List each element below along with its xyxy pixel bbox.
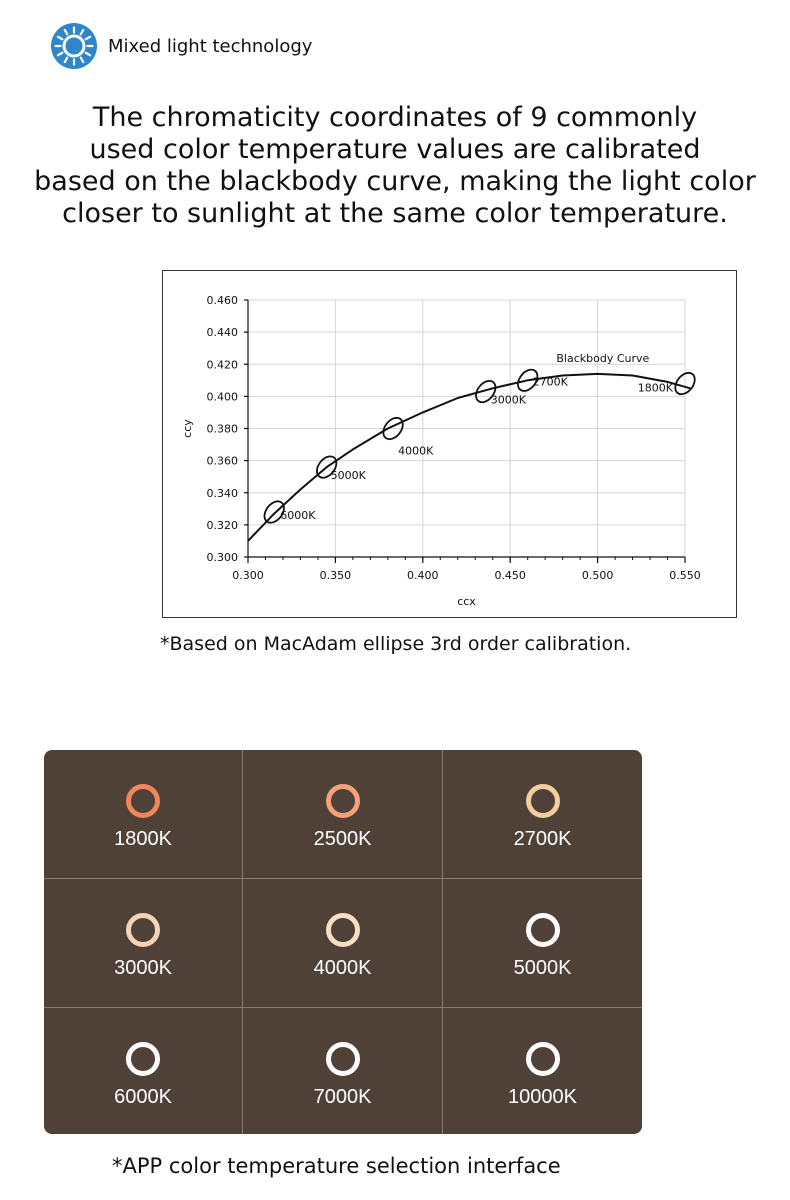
chromaticity-chart xyxy=(162,270,737,618)
x-tick-label: 0.550 xyxy=(669,569,701,582)
section-title: Mixed light technology xyxy=(108,35,313,57)
sun-ring-icon xyxy=(50,22,98,70)
color-ring-icon xyxy=(526,913,560,947)
section-header xyxy=(50,20,312,72)
headline-line: used color temperature values are calibrated xyxy=(89,134,701,165)
x-tick-label: 0.500 xyxy=(581,569,614,582)
color-temperature-grid xyxy=(44,750,642,1134)
color-temp-option-6000k[interactable] xyxy=(44,1008,243,1134)
ellipse-label: 2700K xyxy=(532,375,568,389)
color-temp-label: 6000K xyxy=(114,1086,172,1108)
color-temp-label: 1800K xyxy=(114,828,172,850)
color-temp-label: 4000K xyxy=(313,957,372,979)
color-ring-icon xyxy=(126,913,160,947)
y-tick-label: 0.300 xyxy=(206,551,238,564)
y-tick-label: 0.440 xyxy=(206,326,238,340)
color-temp-option-10000k[interactable] xyxy=(443,1008,642,1134)
y-tick-label: 0.400 xyxy=(206,390,238,404)
ellipse-label: 1800K xyxy=(637,381,673,395)
ellipse-label: 6000K xyxy=(280,509,316,523)
chart-svg xyxy=(163,271,736,617)
y-tick-label: 0.420 xyxy=(206,358,238,372)
headline-line: The chromaticity coordinates of 9 commonly xyxy=(92,102,698,133)
headline-line: based on the blackbody curve, making the light color xyxy=(34,166,756,197)
color-temp-option-2500k[interactable] xyxy=(243,750,443,879)
color-temp-option-4000k[interactable] xyxy=(243,879,443,1008)
ellipse-label: 5000K xyxy=(330,469,366,483)
x-tick-label: 0.350 xyxy=(319,569,352,582)
color-temp-option-3000k[interactable] xyxy=(44,879,243,1008)
color-temp-label: 2700K xyxy=(513,828,572,850)
x-tick-label: 0.450 xyxy=(494,569,526,582)
color-temp-option-5000k[interactable] xyxy=(443,879,642,1008)
chart-footnote: *Based on MacAdam ellipse 3rd order calibration. xyxy=(160,633,632,655)
headline-line: closer to sunlight at the same color temperature. xyxy=(62,198,728,229)
x-axis-label: ccx xyxy=(457,595,476,608)
y-tick-label: 0.460 xyxy=(206,294,238,307)
color-ring-icon xyxy=(126,784,160,818)
color-temp-label: 5000K xyxy=(513,957,572,979)
interface-caption: *APP color temperature selection interface xyxy=(112,1154,561,1178)
color-ring-icon xyxy=(326,913,360,947)
headline-text xyxy=(0,102,790,230)
ellipse-label: 4000K xyxy=(398,444,434,458)
color-ring-icon xyxy=(526,1042,560,1076)
x-tick-label: 0.400 xyxy=(407,569,439,582)
ellipse-label: 3000K xyxy=(490,393,526,407)
color-temp-label: 3000K xyxy=(114,957,172,979)
color-ring-icon xyxy=(326,1042,360,1076)
color-temp-label: 10000K xyxy=(508,1086,577,1108)
color-ring-icon xyxy=(126,1042,160,1076)
y-tick-label: 0.380 xyxy=(206,422,238,436)
color-temp-label: 7000K xyxy=(313,1086,372,1108)
color-temp-option-1800k[interactable] xyxy=(44,750,243,879)
color-ring-icon xyxy=(326,784,360,818)
y-tick-label: 0.360 xyxy=(206,454,238,468)
series-label: Blackbody Curve xyxy=(556,351,650,365)
color-temp-option-2700k[interactable] xyxy=(443,750,642,879)
y-tick-label: 0.320 xyxy=(206,518,238,532)
color-temp-label: 2500K xyxy=(313,828,372,850)
y-tick-label: 0.340 xyxy=(206,486,238,500)
color-temp-option-7000k[interactable] xyxy=(243,1008,443,1134)
y-axis-label: ccy xyxy=(181,419,194,438)
color-ring-icon xyxy=(526,784,560,818)
x-tick-label: 0.300 xyxy=(232,569,264,582)
